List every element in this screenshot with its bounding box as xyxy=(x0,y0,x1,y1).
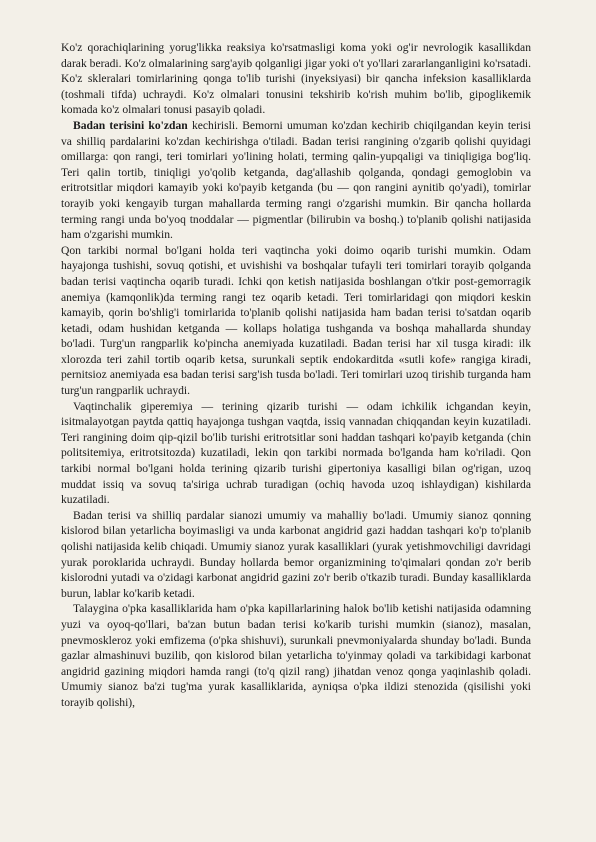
paragraph-pallor xyxy=(61,243,531,399)
paragraph-text: Talaygina o'pka kasalliklarida ham o'pka kapillarlarining halok bo'lib ketishi natijasida odamning yuzi va oyoq-qo'llari, ba'zan butun badan terisi ko'karib turishi mumkin (sianoz), masalan, pnevmoskleroz yoki emfizema (o'pka shishuvi), surunkali pnevmoniyalarda shunday bo'ladi. Bunda gazlar almashinuvi buzilib, qon kislorod bilan yetarlicha to'yinmay qoladi va tarkibidagi karbonat angidrid gazining miqdori hamda rangi (to'q qizil rang) jihatdan venoz qonga yaqinlashib qoladi. Umumiy sianoz ba'zi tug'ma yurak kasalliklarida, ayniqsa o'pka ildizi stenozida (qisilishi yoki torayib qolishi), xyxy=(61,602,531,709)
section-heading-skin-examination: Badan terisini ko'zdan xyxy=(73,118,188,132)
paragraph-hyperemia xyxy=(61,399,531,508)
paragraph-skin-examination xyxy=(61,118,531,243)
paragraph-text: Qon tarkibi normal bo'lgani holda teri vaqtincha yoki doimo oqarib turishi mumkin. Odam hayajonga tushishi, sovuq qotishi, et uvishishi va boshqalar tufayli teri tomirlari torayib qolganda badan terisi vaqtincha oqarib turadi. Ichki qon ketish natijasida boshlangan o'tkir post-gemorragik anemiya (kamqonlik)da terming rangi tez oqarib ketadi. Teri tomirlaridagi qon miqdori keskin kamayib, qorin bo'shlig'i tomirlarida to'planib qolishi natijasida ham badan terisi to'satdan oqarib ketadi, odam hushidan ketganda — kollaps holatiga tushganda va boshqa mahallarda shunday bo'ladi. Turg'un rangparlik ko'pincha anemiyada kuzatiladi. Badan terisi har xil tusga kiradi: ilk xlorozda teri zahil tortib oqarib ketsa, surunkali septik endokarditda «sutli kofe» rangiga kiradi, pernitsioz anemiyada esa badan terisi sarg'ish tusda bo'ladi. Teri tomirlari uzoq tirishib turganda ham turg'un rangparlik uchraydi. xyxy=(61,243,531,398)
paragraph-pupil-reaction xyxy=(61,40,531,118)
document-page xyxy=(61,40,531,711)
paragraph-text: kechirisli. Bemorni umuman ko'zdan kechirib chiqilgandan keyin terisi va shilliq pardalarini ko'zdan kechirishga o'tiladi. Badan terisi rangining o'zgarib qolishi quyidagi omillarga: qon rangi, teri tomirlari yo'lining holati, terming qalin-yupqaligi va tiniqligiga bog'liq. Teri qalin tortib, tiniqligi yo'qolib ketganda, dag'allashib qolganda, qondagi gemoglobin va eritrotsitlar miqdori kamayib yoki ko'payib ketganda (bu — qon rangini aynitib qo'yadi), tomirlar torayib yoki kengayib turgan mahallarda terming rangi o'zgarishi mumkin. Bir qancha hollarda terming rangi unda bo'yoq tnoddalar — pigmentlar (bilirubin va boshq.) to'planib qolishi natijasida ham o'zgarishi mumkin. xyxy=(61,118,531,242)
paragraph-cyanosis xyxy=(61,508,531,602)
paragraph-text: Ko'z qorachiqlarining yorug'likka reaksiya ko'rsatmasligi koma yoki og'ir nevrologik kasallikdan darak beradi. Ko'z olmalarining sarg'ayib qolganligi jigar yoki o't yo'llari zararlanganligini ko'rsatadi. Ko'z skleralari tomirlarining qonga to'lib turishi (inyeksiyasi) bir qancha infeksion kasalliklarda (toshmali tifda) uchraydi. Ko'z olmalari tonusini tekshirib ko'rish muhim bo'lib, gipoglikemik komada ko'z olmalari tonusi pasayib qoladi. xyxy=(61,41,531,117)
paragraph-lung-disease xyxy=(61,601,531,710)
paragraph-text: Vaqtinchalik giperemiya — terining qizarib turishi — odam ichkilik ichgandan keyin, isitmalayotgan paytda qattiq hayajonga tushgan vaqtda, issiq vannadan chiqqandan keyin kuzatiladi. Teri rangining doim qip-qizil bo'lib turishi eritrotsitlar soni haddan tashqari ko'payib ketganda (chin politsitemiya, eritrotsitozda) kuzatiladi, lekin qon tarkibi normada bo'lganda ham ko'riladi. Qon tarkibi normal bo'lgani holda terining qizarib turishi gipertoniya kasalligi bilan og'rigan, uzoq muddat issiq va sovuq ta'siriga uchrab turadigan (ochiq havoda uzoq ishlaydigan) kishilarda kuzatiladi. xyxy=(61,399,531,507)
paragraph-text: Badan terisi va shilliq pardalar sianozi umumiy va mahalliy bo'ladi. Umumiy sianoz qonning kislorod bilan yetarlicha boyimasligi va unda karbonat angidrid gazi haddan tashqari ko'p to'planib qolishi natijasida kelib chiqadi. Umumiy sianoz yurak kasalliklari (yurak yetishmovchiligi davridagi yurak poroklarida uchraydi. Bunday hollarda bemor organizmining to'qimalari qondan zo'r berib kislorodni yutadi va o'zidagi karbonat angidrid gazini zo'r berib o'tkazib turadi. Bunday kasalliklarda burun, lablar ko'karib ketadi. xyxy=(61,508,531,600)
